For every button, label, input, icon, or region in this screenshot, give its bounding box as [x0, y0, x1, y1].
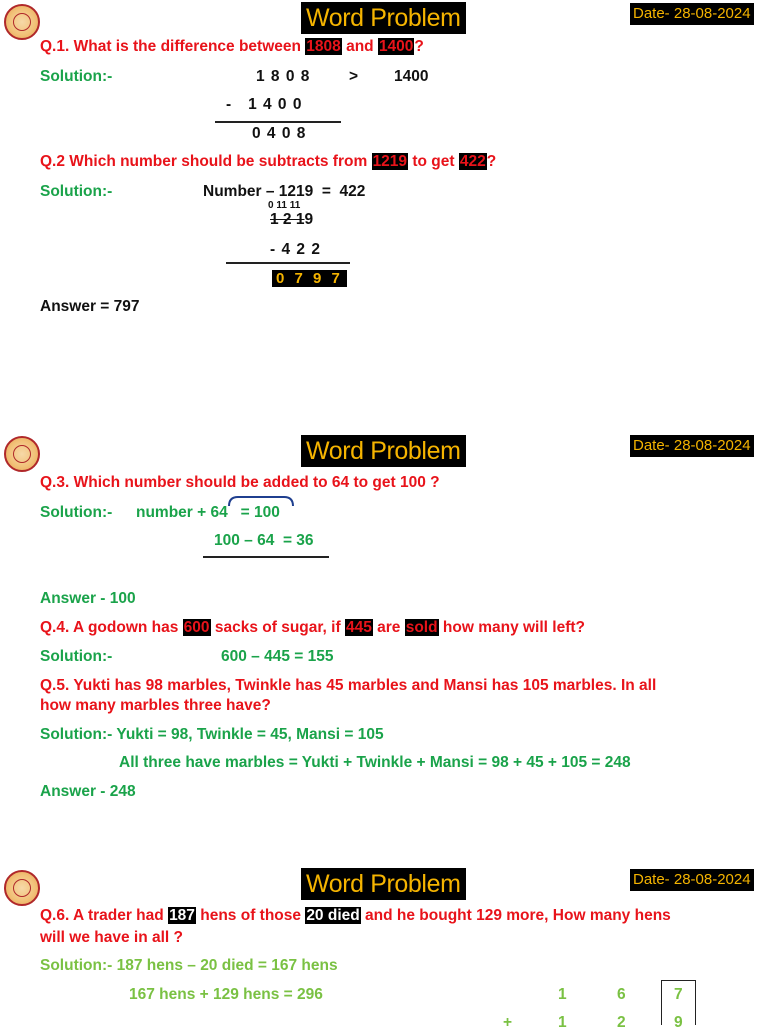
slide3-title: Word Problem	[301, 868, 466, 900]
solution-1-result: 0 4 0 8	[252, 125, 307, 142]
solution-6-line1: Solution:- 187 hens – 20 died = 167 hens	[40, 957, 338, 974]
solution-3-equation: number + 64 = 100	[136, 504, 280, 521]
question-2: Q.2 Which number should be subtracts from 1219 to get 422?	[40, 153, 497, 170]
solution-2-result: 0 7 9 7	[272, 268, 347, 289]
slide2-date: Date- 28-08-2024	[630, 435, 754, 457]
borrow-digits: 0 11 11	[268, 200, 301, 211]
slide2-title: Word Problem	[301, 435, 466, 467]
question-1: Q.1. What is the difference between 1808 and 1400?	[40, 38, 424, 55]
question-3: Q.3. Which number should be added to 64 to get 100 ?	[40, 474, 440, 491]
solution-3-label: Solution:-	[40, 504, 113, 521]
school-logo-icon	[4, 4, 40, 40]
school-logo-icon	[4, 870, 40, 906]
answer-2: Answer = 797	[40, 298, 140, 315]
solution-6-line2: 167 hens + 129 hens = 296	[129, 986, 323, 1003]
column-digit: 2	[617, 1014, 626, 1031]
solution-1-gt: >	[349, 68, 359, 85]
question-6-line1: Q.6. A trader had 187 hens of those 20 died and he bought 129 more, How many hens	[40, 907, 671, 924]
plus-sign: +	[503, 1014, 513, 1031]
solution-3-rule	[203, 556, 329, 558]
solution-2-minuend: 1 2 19	[270, 211, 314, 228]
solution-2-equation: Number – 1219 = 422	[203, 183, 366, 200]
question-6-line2: will we have in all ?	[40, 929, 183, 946]
solution-4-calc: 600 – 445 = 155	[221, 648, 334, 665]
solution-3-calc: 100 – 64 = 36	[214, 532, 314, 549]
solution-1-label: Solution:-	[40, 68, 113, 85]
solution-2-label: Solution:-	[40, 183, 113, 200]
slide1-date: Date- 28-08-2024	[630, 3, 754, 25]
column-digit: 1	[558, 986, 567, 1003]
column-digit: 1	[558, 1014, 567, 1031]
solution-2-subtrahend: - 4 2 2	[270, 241, 321, 258]
solution-1-minuend: 1 8 0 8	[256, 68, 311, 85]
question-5-line2: how many marbles three have?	[40, 697, 271, 714]
slide3-date: Date- 28-08-2024	[630, 869, 754, 891]
school-logo-icon	[4, 436, 40, 472]
solution-1-subtrahend: - 1 4 0 0	[226, 96, 303, 113]
solution-5-line2: All three have marbles = Yukti + Twinkle + Mansi = 98 + 45 + 105 = 248	[119, 754, 631, 771]
solution-2-rule	[226, 262, 350, 264]
solution-1-rule	[215, 121, 341, 123]
answer-3: Answer - 100	[40, 590, 136, 607]
column-digit: 7	[674, 986, 683, 1003]
question-5-line1: Q.5. Yukti has 98 marbles, Twinkle has 45 marbles and Mansi has 105 marbles. In all	[40, 677, 657, 694]
column-digit: 6	[617, 986, 626, 1003]
solution-4-label: Solution:-	[40, 648, 113, 665]
answer-5: Answer - 248	[40, 783, 136, 800]
slide1-title: Word Problem	[301, 2, 466, 34]
question-4: Q.4. A godown has 600 sacks of sugar, if 445 are sold how many will left?	[40, 619, 585, 636]
column-digit: 9	[674, 1014, 683, 1031]
solution-5-line1: Solution:- Yukti = 98, Twinkle = 45, Mansi = 105	[40, 726, 384, 743]
solution-1-compare: 1400	[394, 68, 429, 85]
